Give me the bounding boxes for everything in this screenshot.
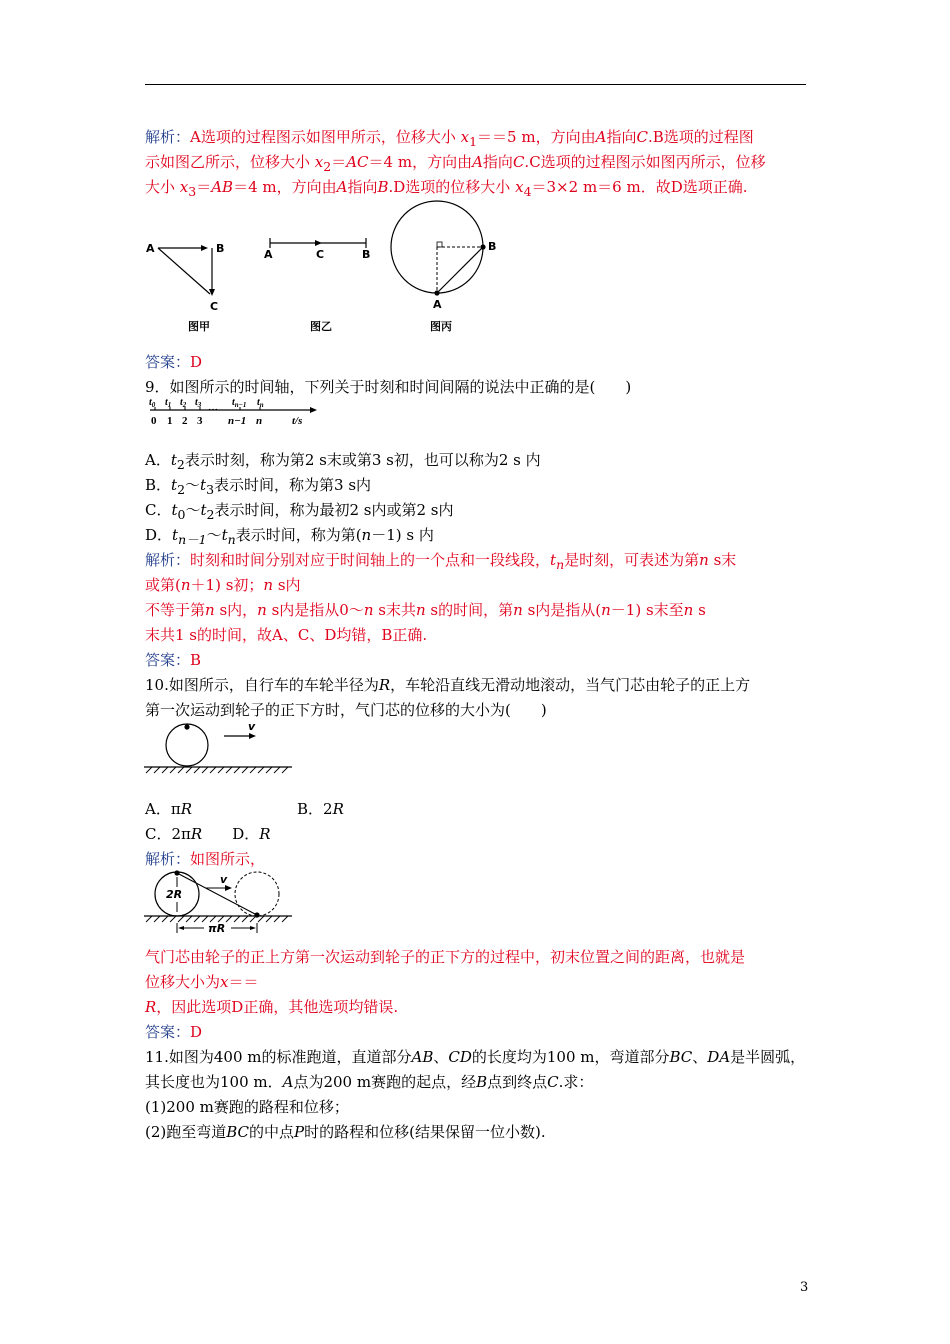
svg-text:0: 0	[151, 415, 157, 427]
svg-text:t/s: t/s	[292, 415, 303, 427]
q9-analysis-line1: 解析：时刻和时间分别对应于时间轴上的一个点和一段线段，$t_n$是时刻，可表述为第n s末	[145, 551, 737, 572]
q10-wheel-figure	[140, 718, 300, 778]
jia-label-B: B	[216, 242, 225, 255]
yi-caption: 图乙	[310, 320, 332, 333]
q11-part2: (2)跑至弯道BC的中点P时的路程和位移(结果保留一位小数).	[145, 1123, 546, 1141]
figure-bing	[391, 201, 496, 333]
q10-analysis-line2: 气门芯由轮子的正上方第一次运动到轮子的正下方的过程中，初末位置之间的距离，也就是	[145, 948, 746, 966]
jia-label-C: C	[210, 300, 219, 313]
q9-analysis-line2: 或第(n＋1) s初；n s内	[145, 576, 301, 594]
q10-velocity-label: v	[248, 720, 256, 733]
svg-text:tn−1: $t_{n-1}$	[232, 397, 247, 409]
q9-option-b: B．$t_2\sim t_3$表示时间，称为第3 s内	[145, 476, 372, 497]
jia-label-A: A	[146, 242, 155, 255]
q10-label-v: v	[220, 873, 228, 886]
q9-option-a: A．$t_2$表示时刻，称为第2 s末或第3 s初，也可以称为2 s 内	[145, 451, 541, 472]
q8-answer: 答案：D	[145, 353, 203, 371]
bing-label-A: A	[433, 298, 442, 311]
q8-figures	[140, 200, 520, 340]
yi-label-C: C	[316, 248, 325, 261]
svg-text:t0: $t_0$	[149, 397, 156, 409]
svg-text:n: n	[256, 415, 263, 427]
q10-analysis-intro: 解析：如图所示，	[145, 850, 266, 868]
q10-analysis-line4: R，因此选项D正确，其他选项均错误.	[145, 998, 399, 1016]
yi-label-A: A	[264, 248, 273, 261]
svg-text:t1: $t_1$	[165, 397, 172, 409]
q11-stem-line1: 11.如图为400 m的标准跑道，直道部分AB、CD的长度均为100 m，弯道部分BC、DA是半圆弧，	[145, 1048, 806, 1066]
q9-time-axis	[140, 395, 340, 431]
svg-text:2: 2	[182, 415, 188, 427]
q9-stem: 9．如图所示的时间轴，下列关于时刻和时间间隔的说法中正确的是( )	[145, 378, 632, 396]
q10-options-ab: A．πR B．2R	[145, 800, 344, 818]
svg-text:···: ···	[208, 405, 219, 416]
q10-analysis-line3: 位移大小为x＝＝	[145, 973, 259, 991]
q9-analysis-line3: 不等于第n s内，n s内是指从0～n s末共n s的时间，第n s内是指从(n－1) s末至n s	[145, 601, 706, 619]
svg-text:t2: $t_2$	[180, 397, 187, 409]
bing-caption: 图丙	[430, 320, 452, 333]
q10-stem-line1: 10.如图所示，自行车的车轮半径为R，车轮沿直线无滑动地滚动，当气门芯由轮子的正上方	[145, 676, 751, 694]
q9-option-c: C．$t_0\sim t_2$表示时间，称为最初2 s内或第2 s内	[145, 501, 454, 522]
q9-answer: 答案：B	[145, 651, 202, 669]
figure-jia	[146, 242, 224, 333]
q10-analysis-figure	[140, 866, 300, 938]
q8-analysis-line1: 解析：A选项的过程图示如图甲所示，位移大小 $x_1==5$ m，方向由A指向C.B选项的过程图	[145, 128, 754, 149]
svg-text:1: 1	[167, 415, 173, 427]
q10-stem-line2: 第一次运动到轮子的正下方时，气门芯的位移的大小为( )	[145, 701, 547, 719]
yi-label-B: B	[362, 248, 371, 261]
q8-analysis-line3: 大小 $x_3=AB=4$ m，方向由A指向B.D选项的位移大小 $x_4=3\times 2$ m＝6 m．故D选项正确.	[145, 178, 748, 199]
q10-options-cd: C．2πR D．R	[145, 825, 271, 843]
svg-text:n−1: n−1	[228, 415, 247, 427]
q9-analysis-line4: 末共1 s的时间，故A、C、D均错，B正确.	[145, 626, 428, 644]
figure-yi	[264, 238, 370, 333]
svg-text:t3: $t_3$	[195, 397, 202, 409]
jia-caption: 图甲	[188, 320, 210, 333]
q11-part1: (1)200 m赛跑的路程和位移；	[145, 1098, 349, 1116]
header-rule	[145, 84, 806, 85]
q8-analysis-line2: 示如图乙所示，位移大小 $x_2=AC=4$ m，方向由A指向C.C选项的过程图示如图丙所示，位移	[145, 153, 766, 174]
page-number: 3	[800, 1280, 809, 1295]
svg-text:3: 3	[197, 415, 203, 427]
q10-answer: 答案：D	[145, 1023, 203, 1041]
q11-stem-line2: 其长度也为100 m．A点为200 m赛跑的起点，经B点到终点C.求：	[145, 1073, 594, 1091]
svg-text:tn: $t_n$	[257, 397, 264, 409]
q9-option-d: D．$t_{n-1}\sim t_n$表示时间，称为第(n－1) s 内	[145, 526, 434, 547]
q10-label-2R: 2R	[166, 888, 183, 901]
q10-label-piR: πR	[208, 922, 226, 935]
bing-label-B: B	[488, 240, 497, 253]
